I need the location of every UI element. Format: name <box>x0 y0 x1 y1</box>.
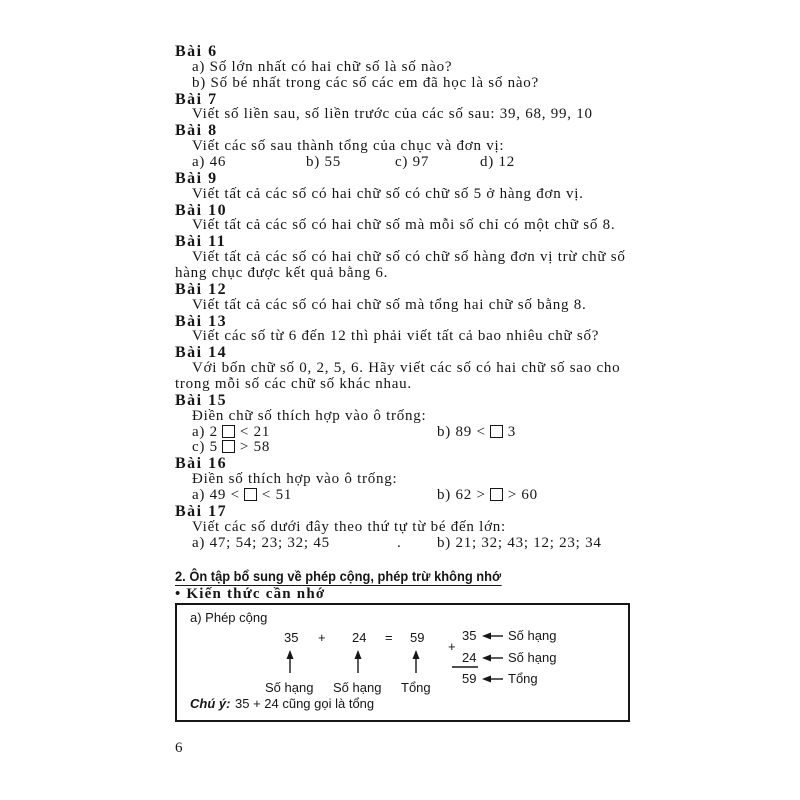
exercise-15-item-b <box>437 425 516 441</box>
exercise-8-options <box>175 155 645 171</box>
exercise-15-item-a <box>192 425 270 441</box>
equation-equals: = <box>385 630 393 645</box>
exercise-11-title: Bài 11 <box>175 233 227 251</box>
column-value-sum: 59 <box>462 671 477 686</box>
blank-box <box>222 440 235 453</box>
exercise-16-text: Điền số thích hợp vào ô trống: <box>192 471 398 488</box>
item-after: > 60 <box>507 487 538 504</box>
blank-box <box>222 425 235 438</box>
exercise-15-title: Bài 15 <box>175 391 228 409</box>
left-arrow-icon <box>482 676 503 683</box>
exercise-16-title: Bài 16 <box>175 455 228 473</box>
exercise-14-text-line-2: trong mỗi số các chữ số khác nhau. <box>175 376 412 393</box>
exercise-13-text: Viết các số từ 6 đến 12 thì phải viết tất cả bao nhiêu chữ số? <box>192 328 600 345</box>
exercise-16-item-b <box>437 488 538 504</box>
exercise-7-title: Bài 7 <box>175 90 218 108</box>
exercise-9-title: Bài 9 <box>175 169 218 187</box>
blank-box <box>490 488 503 501</box>
column-label-sum: Tổng <box>508 671 538 686</box>
up-arrow-icon <box>287 650 294 673</box>
exercise-12-title: Bài 12 <box>175 280 228 298</box>
exercise-17-text: Viết các số dưới đây theo thứ tự từ bé đến lớn: <box>192 518 506 535</box>
item-before: b) 89 < <box>437 423 486 440</box>
left-arrow-icon <box>482 655 503 662</box>
exercise-15-items-row-2 <box>175 440 645 456</box>
exercise-15-text: Điền chữ số thích hợp vào ô trống: <box>192 407 427 424</box>
exercise-11-text-line-1: Viết tất cả các số có hai chữ số có chữ số hàng đơn vị trừ chữ số <box>192 249 626 266</box>
term-label-sum: Tổng <box>401 680 431 695</box>
up-arrow-icon <box>355 650 362 673</box>
blank-box <box>244 488 257 501</box>
note-label: Chú ý: <box>190 696 231 711</box>
item-after: 3 <box>507 423 516 440</box>
exercise-6-title: Bài 6 <box>175 43 218 60</box>
item-before: c) 5 <box>192 439 218 456</box>
exercise-8-option-b: b) 55 <box>306 154 341 171</box>
exercise-8-option-c: c) 97 <box>395 154 430 171</box>
exercise-6-question-a: a) Số lớn nhất có hai chữ số là số nào? <box>192 58 453 75</box>
exercise-11-text-line-2: hàng chục được kết quả bằng 6. <box>175 265 389 282</box>
exercise-7-text: Viết số liền sau, số liền trước của các số sau: 39, 68, 99, 10 <box>192 106 593 123</box>
term-label-addend-2: Số hạng <box>333 680 382 695</box>
section-heading: 2. Ôn tập bổ sung về phép cộng, phép trừ không nhớ <box>175 568 502 584</box>
note-text: 35 + 24 cũng gọi là tổng <box>235 696 375 711</box>
exercise-10-text: Viết tất cả các số có hai chữ số mà mỗi số chỉ có một chữ số 8. <box>192 217 616 234</box>
part-label: a) Phép cộng <box>190 610 268 625</box>
equation-addend-1: 35 <box>284 630 299 645</box>
exercise-12-text: Viết tất cả các số có hai chữ số mà tổng hai chữ số bằng 8. <box>192 296 587 313</box>
term-label-addend-1: Số hạng <box>265 680 314 695</box>
exercise-6-question-b: b) Số bé nhất trong các số các em đã học là số nào? <box>192 74 539 91</box>
exercise-14-title: Bài 14 <box>175 344 228 362</box>
exercise-17-item-a: a) 47; 54; 23; 32; 45 <box>192 534 330 551</box>
item-after: < 21 <box>239 423 271 440</box>
exercise-9-text: Viết tất cả các số có hai chữ số có chữ số 5 ở hàng đơn vị. <box>192 185 584 202</box>
exercise-14-text-line-1: Với bốn chữ số 0, 2, 5, 6. Hãy viết các số có hai chữ số sao cho <box>192 360 621 377</box>
column-value-2: 24 <box>462 650 477 665</box>
column-label-1: Số hạng <box>508 628 557 643</box>
section-subheading: • Kiến thức cần nhớ <box>175 586 326 602</box>
equation-plus: + <box>318 630 326 645</box>
exercise-17-items-row <box>175 536 645 552</box>
exercise-8-option-a: a) 46 <box>192 154 227 171</box>
knowledge-box <box>175 603 630 722</box>
exercise-15-item-c <box>192 440 270 456</box>
item-before: b) 62 > <box>437 487 486 504</box>
item-before: a) 2 <box>192 423 218 440</box>
up-arrow-icon <box>413 650 420 673</box>
exercise-15-items-row-1 <box>175 425 645 441</box>
left-arrow-icon <box>482 633 503 640</box>
page-number: 6 <box>175 740 183 756</box>
column-value-1: 35 <box>462 628 477 643</box>
exercise-16-items-row <box>175 488 645 504</box>
equation-sum: 59 <box>410 630 425 645</box>
exercise-16-item-a <box>192 488 292 504</box>
exercise-list <box>175 44 645 552</box>
exercise-8-option-d: d) 12 <box>480 154 515 171</box>
equation-addend-2: 24 <box>352 630 367 645</box>
exercise-13-title: Bài 13 <box>175 312 228 330</box>
exercise-17-title: Bài 17 <box>175 502 228 520</box>
exercise-10-title: Bài 10 <box>175 201 228 219</box>
exercise-17-item-b: b) 21; 32; 43; 12; 23; 34 <box>437 534 602 551</box>
exercise-8-title: Bài 8 <box>175 122 218 140</box>
item-after: > 58 <box>239 439 271 456</box>
item-before: a) 49 < <box>192 487 240 504</box>
blank-box <box>490 425 503 438</box>
column-plus-sign: + <box>448 639 456 654</box>
item-after: < 51 <box>261 487 293 504</box>
column-label-2: Số hạng <box>508 650 557 665</box>
stray-mark: . <box>397 534 402 551</box>
exercise-8-text: Viết các số sau thành tổng của chục và đơn vị: <box>192 138 505 155</box>
